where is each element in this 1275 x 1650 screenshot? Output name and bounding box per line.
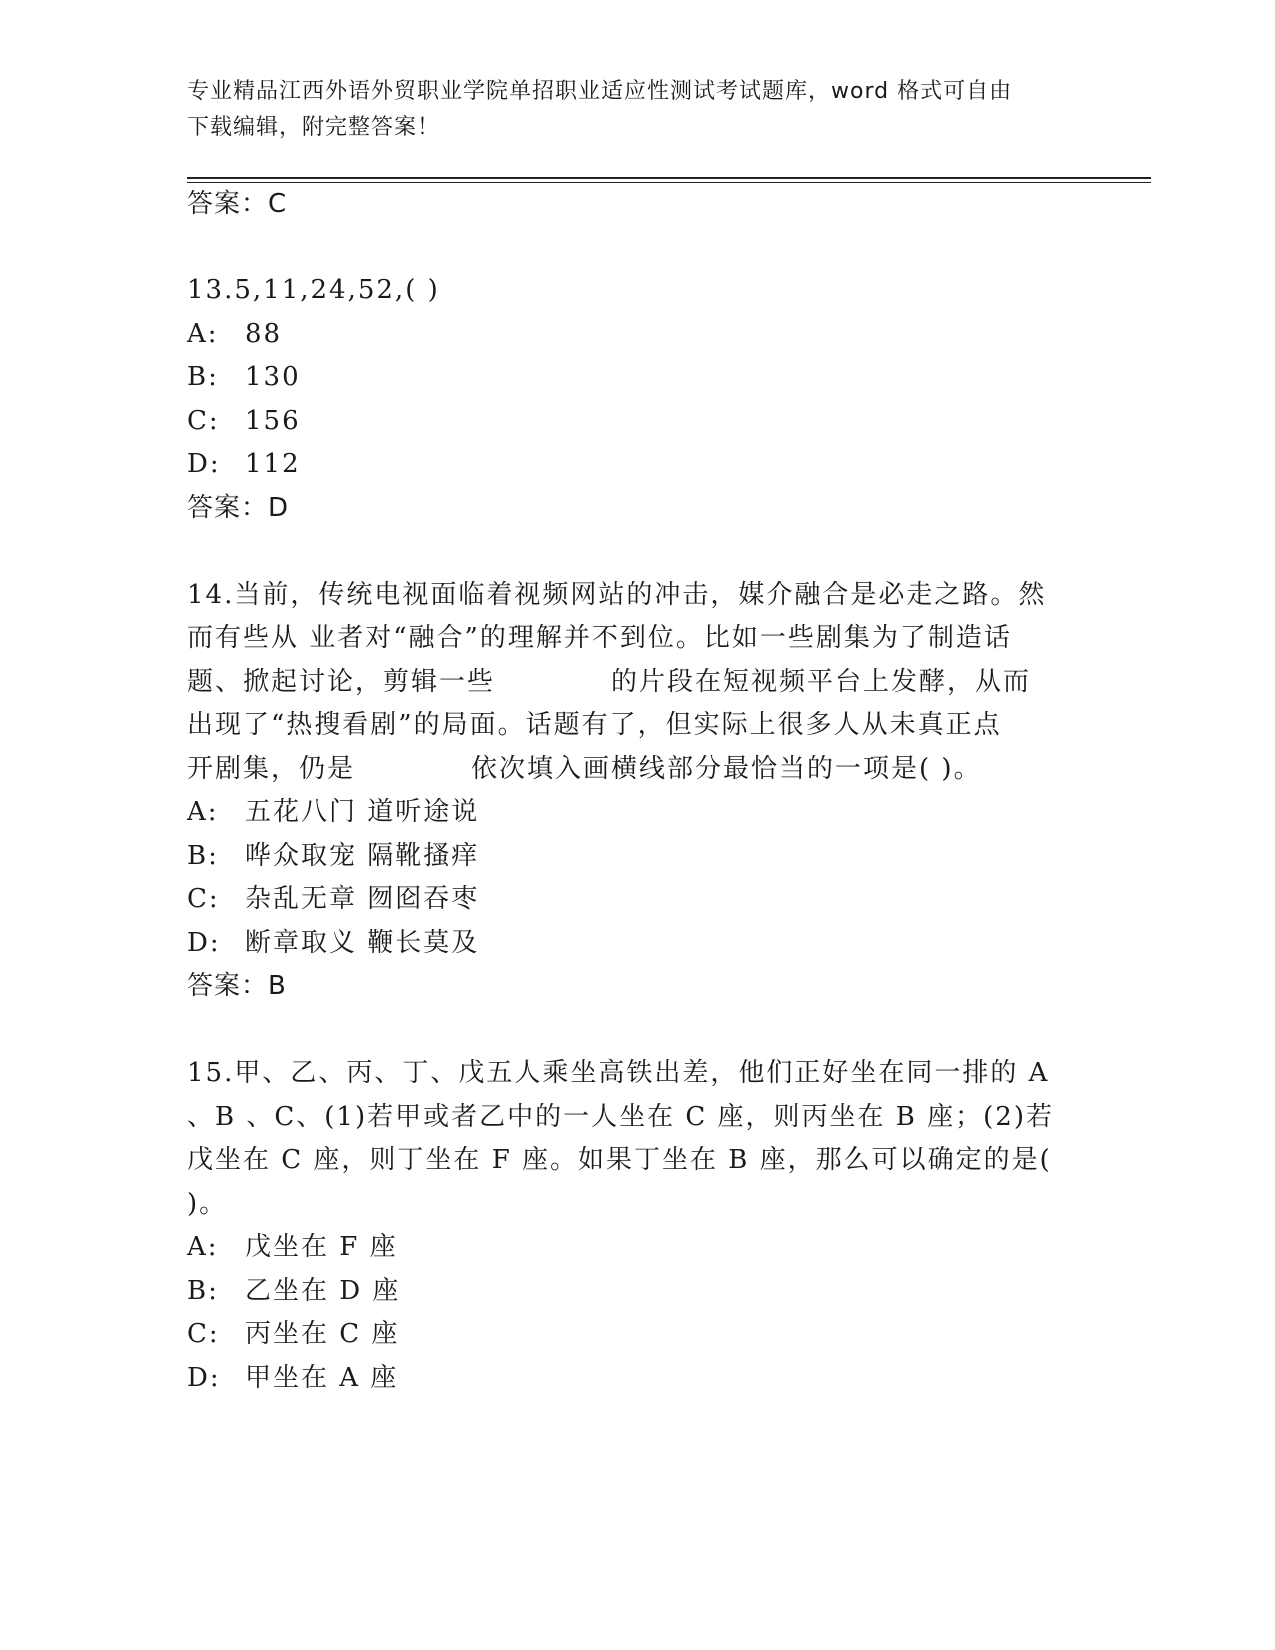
q13-option-c <box>187 403 301 439</box>
option-label: A: <box>187 797 219 827</box>
header-line-2: 下载编辑，附完整答案！ <box>187 115 441 140</box>
header-line-1: 专业精品江西外语外贸职业学院单招职业适应性测试考试题库，word 格式可自由 <box>187 79 1013 104</box>
document-header <box>187 74 1067 146</box>
option-text: 杂乱无章 囫囵吞枣 <box>245 884 480 914</box>
option-label: C: <box>187 884 220 914</box>
option-text: 156 <box>245 406 301 436</box>
q14-stem-line-3 <box>187 664 1031 700</box>
option-text: 88 <box>245 319 283 349</box>
option-text: 丙坐在 C 座 <box>245 1319 400 1349</box>
option-text: 断章取义 鞭长莫及 <box>245 928 480 958</box>
option-label: C: <box>187 406 220 436</box>
q13-option-d <box>187 446 301 482</box>
option-label: B: <box>187 1276 219 1306</box>
q13-stem: 13.5,11,24,52,( ) <box>187 275 440 305</box>
q15-option-a <box>187 1229 398 1265</box>
q14-option-c <box>187 881 479 917</box>
option-text: 戊坐在 F 座 <box>245 1232 398 1262</box>
answer-q12: 答案：C <box>187 189 288 219</box>
q14-stem-line-4: 出现了“热搜看剧”的局面。话题有了，但实际上很多人从未真正点 <box>187 710 1002 740</box>
q15-option-b <box>187 1273 400 1309</box>
header-divider-thick <box>187 177 1151 179</box>
q14-stem-line-5 <box>187 751 982 787</box>
option-label: A: <box>187 1232 219 1262</box>
option-text: 五花八门 道听途说 <box>245 797 480 827</box>
option-label: C: <box>187 1319 220 1349</box>
answer-q14: 答案：B <box>187 971 287 1001</box>
q15-stem-line-4: )。 <box>187 1189 228 1219</box>
q15-stem-line-3: 戊坐在 C 座，则丁坐在 F 座。如果丁坐在 B 座，那么可以确定的是( <box>187 1145 1052 1175</box>
q14-text-after-blank-2: 依次填入画横线部分最恰当的一项是( )。 <box>471 754 982 784</box>
header-divider-thin <box>187 182 1151 183</box>
q15-option-d <box>187 1360 398 1396</box>
q15-stem-line-2: 、B 、C、(1)若甲或者乙中的一人坐在 C 座，则丙坐在 B 座；(2)若 <box>187 1102 1054 1132</box>
option-text: 甲坐在 A 座 <box>245 1363 399 1393</box>
option-label: A: <box>187 319 219 349</box>
option-label: D: <box>187 449 221 479</box>
option-label: B: <box>187 841 219 871</box>
option-label: B: <box>187 362 219 392</box>
q14-stem-line-2: 而有些从 业者对“融合”的理解并不到位。比如一些剧集为了制造话 <box>187 623 1012 653</box>
answer-q13: 答案：D <box>187 493 290 523</box>
option-text: 哗众取宠 隔靴搔痒 <box>245 841 480 871</box>
q14-option-b <box>187 838 479 874</box>
q14-option-d <box>187 925 479 961</box>
option-text: 130 <box>245 362 301 392</box>
q14-option-a <box>187 794 479 830</box>
option-text: 乙坐在 D 座 <box>245 1276 401 1306</box>
q15-option-c <box>187 1316 399 1352</box>
option-text: 112 <box>245 449 301 479</box>
option-label: D: <box>187 928 221 958</box>
q14-text-before-blank-2: 开剧集，仍是 <box>187 754 356 784</box>
option-label: D: <box>187 1363 221 1393</box>
q13-option-a <box>187 316 282 352</box>
q15-stem-line-1: 15.甲、乙、丙、丁、戊五人乘坐高铁出差，他们正好坐在同一排的 A <box>187 1058 1050 1088</box>
q14-stem-line-1: 14.当前，传统电视面临着视频网站的冲击，媒介融合是必走之路。然 <box>187 580 1047 610</box>
q13-option-b <box>187 359 301 395</box>
q14-text-after-blank-1: 的片段在短视频平台上发酵，从而 <box>611 667 1032 697</box>
q14-text-before-blank-1: 题、掀起讨论，剪辑一些 <box>187 667 496 697</box>
